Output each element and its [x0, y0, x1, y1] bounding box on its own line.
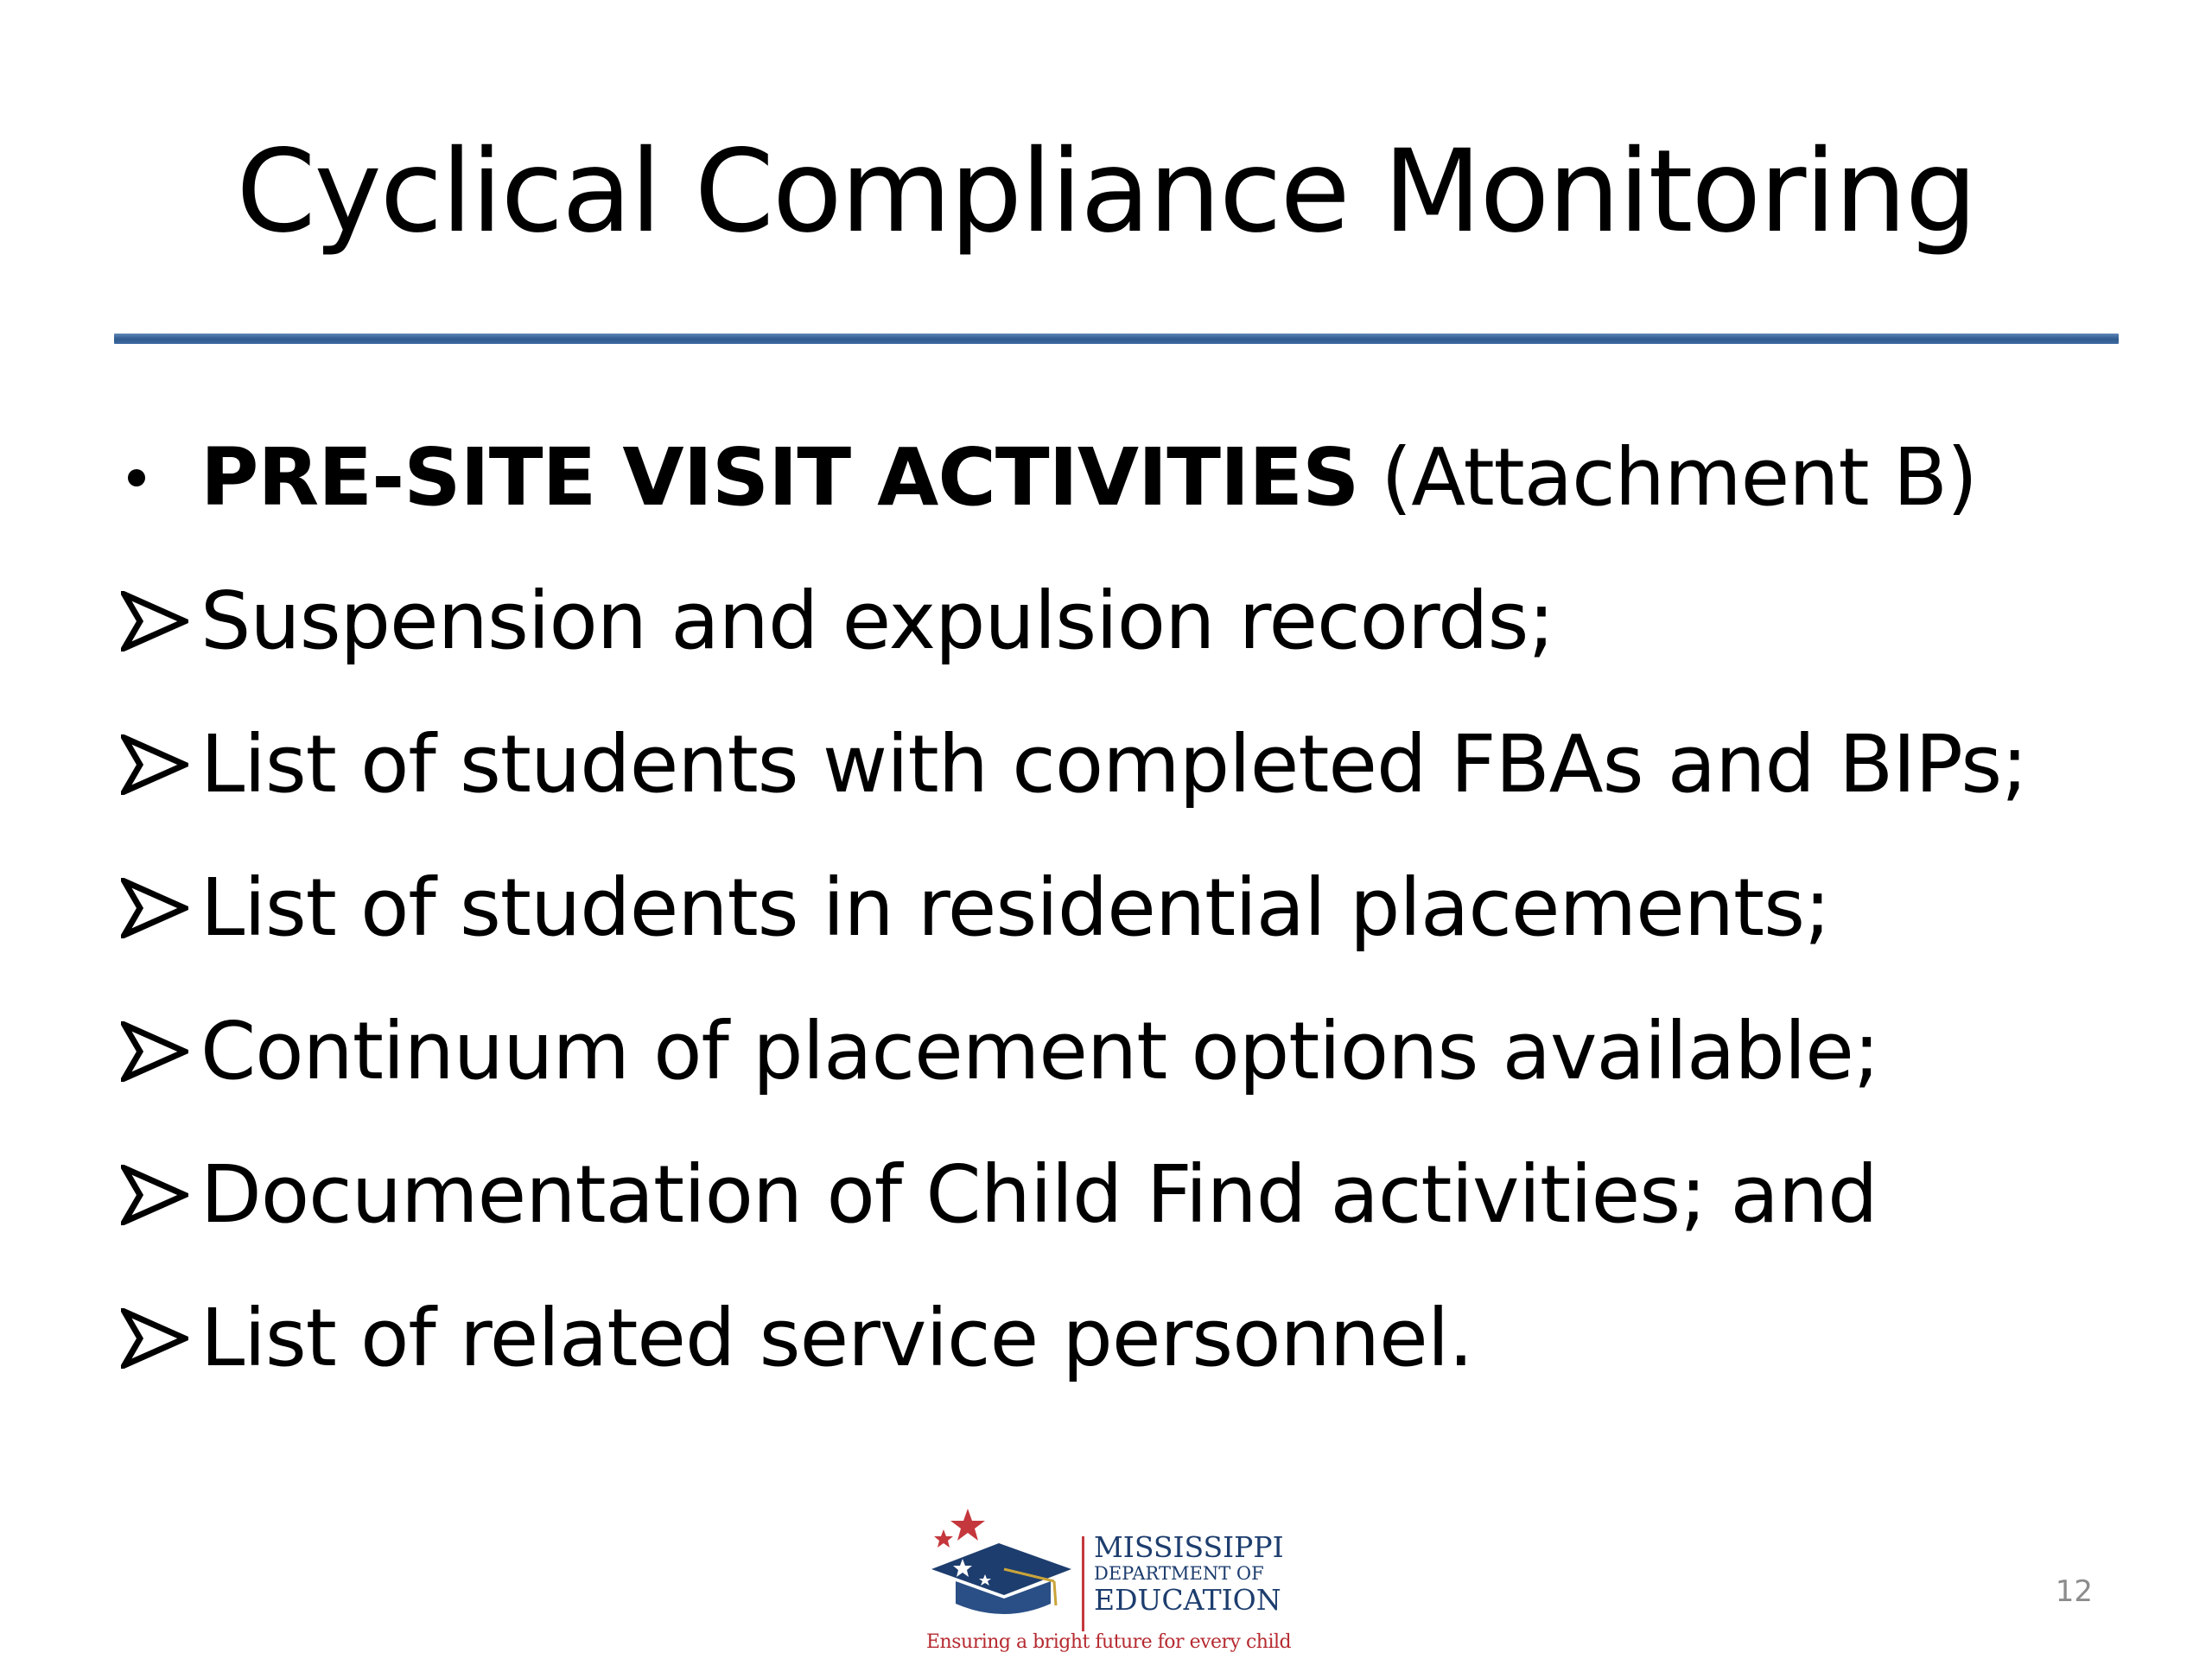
list-item-text: List of students with completed FBAs and BIPs;: [200, 717, 2028, 810]
list-item-text: List of students in residential placements;: [200, 861, 1831, 954]
arrow-bullet-icon: [114, 878, 200, 938]
list-item-text: List of related service personnel.: [200, 1291, 1473, 1384]
slide-title: Cyclical Compliance Monitoring: [236, 125, 1976, 258]
logo-line-2: DEPARTMENT OF: [1094, 1563, 1264, 1584]
heading-row: [114, 406, 2127, 550]
list-item-text: Documentation of Child Find activities; and: [200, 1147, 1878, 1241]
heading-note: (Attachment B): [1381, 430, 1977, 524]
list-item: [114, 550, 2127, 693]
page-number: 12: [2055, 1574, 2093, 1609]
arrow-bullet-icon: [114, 734, 200, 795]
arrow-bullet-icon: [114, 1021, 200, 1082]
list-item-text: Suspension and expulsion records;: [200, 574, 1554, 667]
arrow-bullet-icon: [114, 1308, 200, 1369]
logo-divider: [1082, 1536, 1084, 1631]
list-item: [114, 1123, 2127, 1267]
logo-tagline: Ensuring a bright future for every child: [926, 1631, 1292, 1653]
round-bullet-icon: [114, 469, 200, 486]
list-item: [114, 1267, 2127, 1410]
arrow-bullet-icon: [114, 1165, 200, 1225]
logo-line-1: MISSISSIPPI: [1094, 1530, 1284, 1564]
logo-line-3: EDUCATION: [1094, 1583, 1281, 1617]
list-item-text: Continuum of placement options available;: [200, 1004, 1879, 1097]
title-divider: [114, 334, 2119, 344]
bullet-list: [114, 406, 2127, 1410]
logo-wordmark: [1094, 1530, 1284, 1617]
list-item: [114, 693, 2127, 836]
heading-bold: PRE-SITE VISIT ACTIVITIES: [200, 430, 1359, 524]
list-item: [114, 980, 2127, 1123]
mde-logo: [925, 1502, 1305, 1659]
list-item: [114, 836, 2127, 980]
arrow-bullet-icon: [114, 591, 200, 652]
graduation-cap-icon: [925, 1502, 1080, 1631]
